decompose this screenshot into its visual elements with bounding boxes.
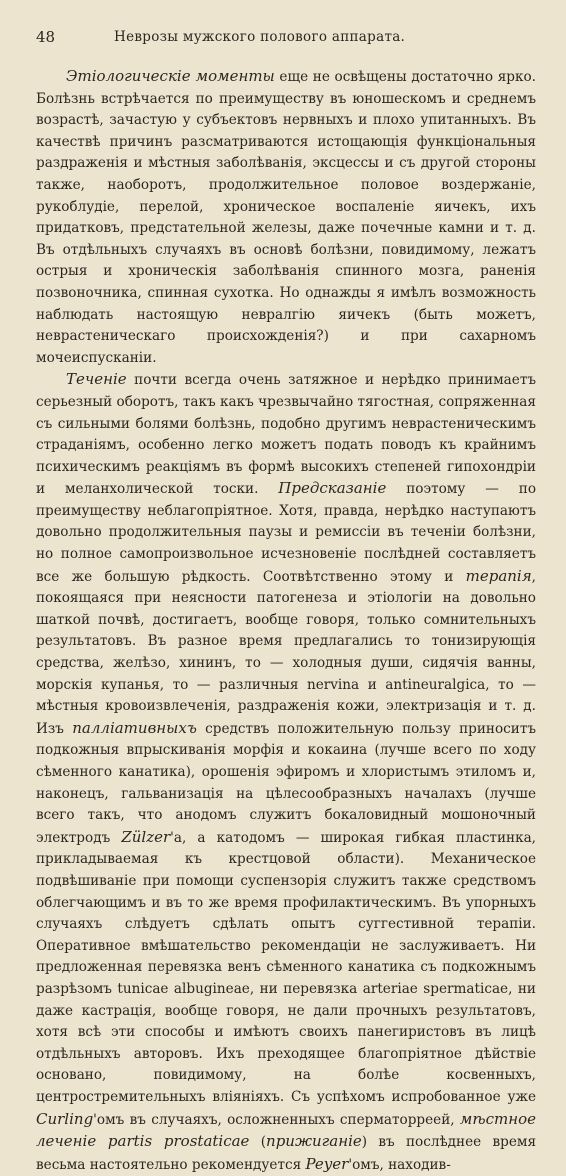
emphasis-zulzer: Zülzer [121,827,171,846]
running-title: Неврозы мужского полового аппарата. [114,29,406,45]
emphasis-local-treatment: мѣстное леченіе partis prostaticae [36,1109,536,1151]
emphasis-cauterization: прижиганіе [266,1132,362,1151]
text-run: почти всегда очень затяжное и нерѣдко принимаетъ серьезный оборотъ, такъ какъ чрезвычайно тягостная, сопряженная съ сильными болями болѣзнь, подобно другимъ неврастеническимъ страданіямъ, особенно легко можетъ подать поводъ къ крайнимъ психическимъ реакціямъ въ формѣ высокихъ степеней гипохондріи и меланхолической тоски. [36,372,536,498]
text-run: еще не освѣщены достаточно ярко. Болѣзнь встрѣчается по преимуществу въ юношескомъ и среднемъ возрастѣ, зачастую у субъектовъ нервныхъ и плохо упитанныхъ. Въ качествѣ причинъ разсматриваются истощающія функціональныя раздраженія и мѣстныя заболѣванія, эксцессы и съ другой стороны также, наоборотъ, продолжительное половое воздержаніе, рукоблудіе, перелой, хроническое воспаленіе яичекъ, ихъ придатковъ, предстательной железы, даже почечные камни и т. д. Въ отдѣльныхъ случаяхъ въ основѣ болѣзни, повидимому, лежатъ острыя и хроническія заболѣванія спинного мозга, раненія позвоночника, спинная сухотка. Но однажды я имѣлъ возможность наблюдать настоящую невралгію яичекъ (быть можетъ, неврастеническаго происхожденія?) и при сахарномъ мочеиспусканіи. [36,69,536,366]
text-run: , покоящаяся при неясности патогенеза и этіологіи на довольно шаткой почвѣ, достигаетъ, вообще говоря, только сомнительныхъ результатовъ. Въ разное время предлагались то тонизирующія средства, желѣзо, хининъ, то — холодныя души, сидячія ванны, морскія купанья, то — различныя nervina и antineuralgica, то — мѣстныя кровоизвлеченія, раздраженія кожи, электризація и т. д. Изъ [36,568,536,737]
emphasis-etiology: Этіологическіе моменты [66,67,275,85]
text-run: ( [249,1134,267,1151]
paragraph-etiology [36,66,536,369]
paragraph-course [36,369,536,1176]
text-run: 'омъ въ случаяхъ, осложненныхъ сперматорреей, [93,1111,460,1128]
text-run: средствъ положительную пользу приноситъ подкожныя впрыскиванія морфія и кокаина (лучше всего по ходу сѣменного канатика), орошенія эфиромъ и хлористымъ этиломъ и, наконецъ, гальванизація на цѣлесообразныхъ началахъ (лучше всего такъ, что анодомъ служитъ бокаловидный мошоночный электродъ [36,720,536,846]
text-run: 'омъ, находив- [348,1156,451,1173]
emphasis-prognosis: Предсказаніе [278,479,387,498]
text-run: ) въ послѣднее время весьма настоятельно рекомендуется [36,1134,537,1173]
page-number: 48 [36,28,56,46]
emphasis-therapy: терапія [465,566,532,585]
emphasis-course: Теченіе [66,370,127,389]
emphasis-peyer: Peyer [305,1154,349,1173]
text-run: 'а, а катодомъ — широкая гибкая пластинка, прикладываемая къ крестцовой области). Механическое подвѣшиваніе при помощи суспензорія служитъ также средствомъ облегчающимъ и въ то же время профилактическимъ. Въ упорныхъ случаяхъ слѣдуетъ сдѣлать опытъ суггестивной терапіи. Оперативное вмѣшательство рекомендаціи не заслуживаетъ. Ни предложенная перевязка венъ сѣменного канатика съ подкожнымъ разрѣзомъ tunicae albugineae, ни перевязка arteriae spermaticae, ни даже кастрація, вообще говоря, не дали прочныхъ результатовъ, хотя всѣ эти способы и имѣютъ своихъ панегиристовъ въ лицѣ отдѣльныхъ авторовъ. Ихъ преходящее благопріятное дѣйствіе основано, повидимому, на болѣе косвенныхъ, центростремительныхъ вліяніяхъ. Съ успѣхомъ испробованное уже [36,829,536,1105]
emphasis-curling: Curling [36,1109,94,1128]
page-body [36,66,536,1176]
emphasis-palliative: палліативныхъ [72,718,197,737]
page-header [36,28,536,52]
text-run: поэтому — по преимуществу неблагопріятное. Хотя, правда, нерѣдко наступаютъ довольно продолжительныя паузы и ремиссіи въ теченіи болѣзни, но полное самопроизвольное исчезновеніе послѣдней составляетъ все же большую рѣдкость. Соотвѣтственно этому и [36,481,536,585]
